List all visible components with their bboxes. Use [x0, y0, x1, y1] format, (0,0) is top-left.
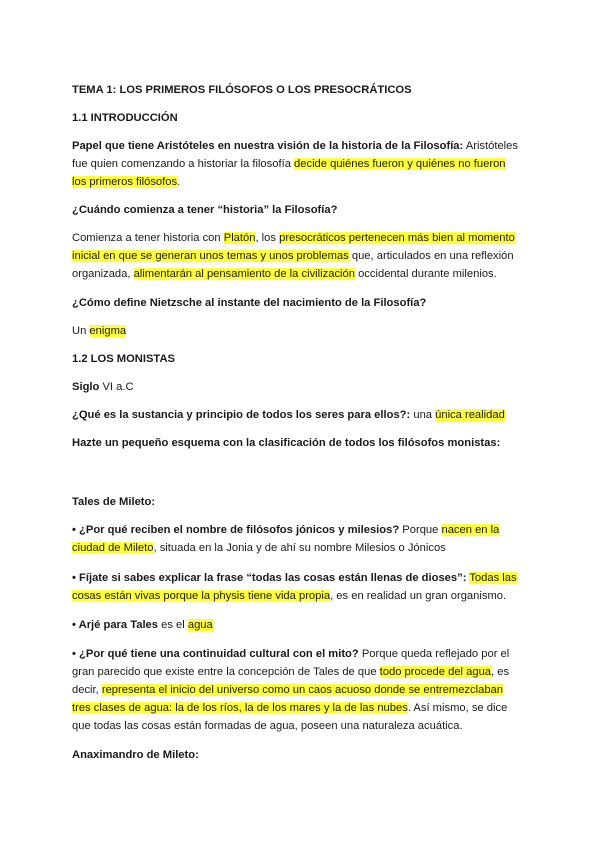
- answer-text: Porque queda reflejado por el: [358, 648, 510, 660]
- answer-text: Aristóteles: [463, 140, 518, 152]
- answer-text: gran parecido que existe entre la concepción de Tales de que: [72, 666, 380, 678]
- answer-text: que, articulados en una reflexión: [348, 250, 514, 262]
- answer-text: occidental durante milenios.: [354, 268, 497, 280]
- answer-line: [72, 175, 180, 189]
- question-text: • Arjé para Tales: [72, 619, 158, 631]
- answer-line: [72, 249, 514, 263]
- answer-line: [72, 719, 463, 733]
- question-mito: [72, 647, 509, 661]
- question-aristoteles: [72, 139, 518, 153]
- highlighted-text: enigma: [89, 325, 127, 337]
- answer-line: [72, 267, 497, 281]
- question-text: • ¿Por qué reciben el nombre de filósofos jónicos y milesios?: [72, 524, 400, 536]
- answer-line: [72, 683, 503, 697]
- answer-line: [72, 701, 507, 715]
- answer-text: que todas las cosas están formadas de agua, poseen una naturaleza acuática.: [72, 720, 463, 732]
- highlighted-text: tres clases de agua: la de los ríos, la de los mares y la de las nubes: [72, 702, 408, 714]
- question-jonicos: [72, 523, 499, 537]
- answer-text: . Así mismo, se dice: [407, 702, 508, 714]
- answer-line: [72, 541, 446, 555]
- question-nietzsche: ¿Cómo define Nietzsche al instante del nacimiento de la Filosofía?: [72, 297, 427, 309]
- highlighted-text: cosas están vivas porque la physis tiene vida propia: [72, 590, 331, 602]
- highlighted-text: agua: [187, 619, 213, 631]
- subsection-anaximandro: Anaximandro de Mileto:: [72, 749, 199, 761]
- subsection-tales: Tales de Mileto:: [72, 496, 156, 508]
- highlighted-text: única realidad: [435, 409, 505, 421]
- answer-text: una: [410, 409, 436, 421]
- highlighted-text: nacen en la: [441, 524, 500, 536]
- answer-line: [72, 231, 515, 245]
- answer-text: , es: [491, 666, 510, 678]
- answer-text: es el: [158, 619, 188, 631]
- highlighted-text: todo procede del agua: [379, 666, 492, 678]
- answer-text: Comienza a tener historia con: [72, 232, 224, 244]
- question-text: Papel que tiene Aristóteles en nuestra visión de la historia de la Filosofía:: [72, 140, 464, 152]
- answer-text: , situada en la Jonia y de ahí su nombre Milesios o Jónicos: [153, 542, 446, 554]
- answer-text: organizada,: [72, 268, 134, 280]
- page-title: TEMA 1: LOS PRIMEROS FILÓSOFOS O LOS PRESOCRÁTICOS: [72, 84, 412, 96]
- answer-text: , es en realidad un gran organismo.: [330, 590, 507, 602]
- question-esquema: Hazte un pequeño esquema con la clasificación de todos los filósofos monistas:: [72, 437, 501, 449]
- answer-text: decir,: [72, 684, 102, 696]
- answer-text: fue quien comenzando a historiar la filosofía: [72, 158, 295, 170]
- section-heading-introduccion: 1.1 INTRODUCCIÓN: [72, 112, 178, 124]
- highlighted-text: alimentarán al pensamiento de la civilización: [133, 268, 355, 280]
- highlighted-text: los primeros filósofos: [72, 176, 178, 188]
- question-dioses: [72, 571, 517, 585]
- question-text: • ¿Por qué tiene una continuidad cultural con el mito?: [72, 648, 359, 660]
- highlighted-text: inicial en que se generan unos temas y unos problemas: [72, 250, 349, 262]
- answer-line: [72, 589, 506, 603]
- answer-text: Porque: [399, 524, 442, 536]
- highlighted-text: presocráticos pertenecen más bien al momento: [279, 232, 515, 244]
- siglo-line: [72, 380, 134, 394]
- answer-text: Un: [72, 325, 90, 337]
- highlighted-text: representa el inicio del universo como un caos acuoso donde se entremezclaban: [101, 684, 503, 696]
- answer-line: [72, 157, 506, 171]
- question-arje: [72, 618, 213, 632]
- question-text: • Fíjate si sabes explicar la frase “todas las cosas están llenas de dioses”:: [72, 572, 467, 584]
- highlighted-text: Todas las: [469, 572, 517, 584]
- answer-line: [72, 665, 509, 679]
- answer-text: , los: [255, 232, 280, 244]
- question-sustancia: [72, 408, 505, 422]
- highlighted-text: decide quiénes fueron y quiénes no fueron: [294, 158, 506, 170]
- highlighted-text: ciudad de Mileto: [72, 542, 154, 554]
- value-text: VI a.C: [99, 381, 134, 393]
- answer-text: .: [177, 176, 181, 188]
- question-historia: ¿Cuándo comienza a tener “historia” la Filosofía?: [72, 204, 338, 216]
- label-text: Siglo: [72, 381, 100, 393]
- answer-line: [72, 324, 126, 338]
- question-text: ¿Qué es la sustancia y principio de todos los seres para ellos?:: [72, 409, 411, 421]
- section-heading-monistas: 1.2 LOS MONISTAS: [72, 353, 175, 365]
- highlighted-text: Platón: [223, 232, 256, 244]
